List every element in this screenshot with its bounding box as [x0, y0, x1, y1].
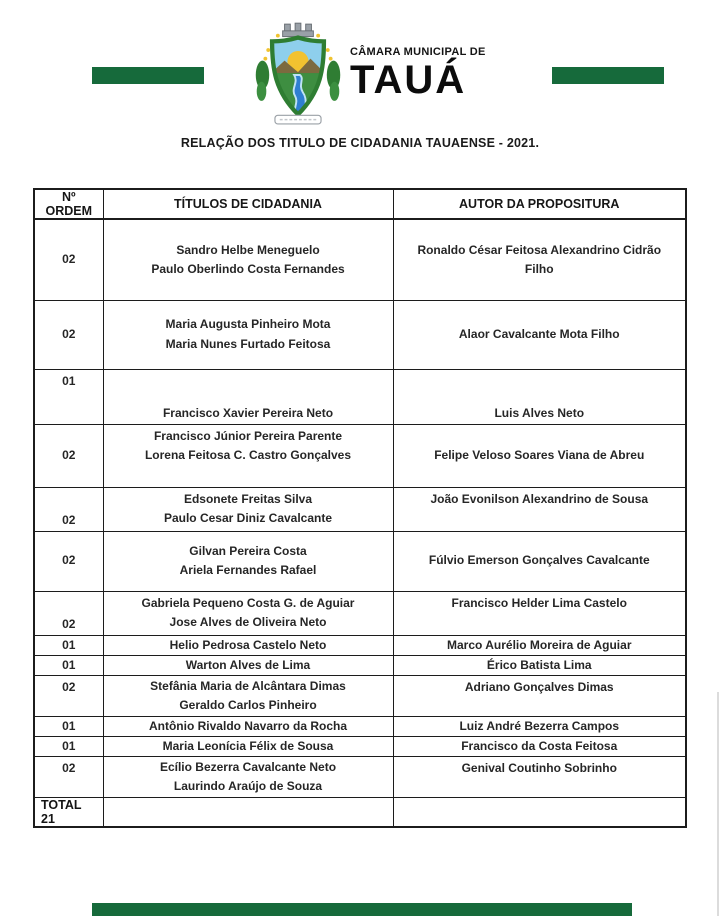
autor-cell — [393, 737, 686, 757]
titulo-name: Stefânia Maria de Alcântara Dimas — [150, 678, 346, 693]
table-body — [34, 219, 686, 827]
org-name-block — [350, 46, 486, 101]
titulo-name: Francisco Xavier Pereira Neto — [162, 406, 334, 421]
table-row — [34, 369, 686, 424]
autor-cell — [393, 757, 686, 798]
ordem-cell: 02 — [34, 591, 103, 635]
titulo-name: Maria Augusta Pinheiro Mota — [165, 317, 331, 332]
table-row — [34, 300, 686, 369]
ordem-cell: 01 — [34, 716, 103, 736]
org-name-small: CÂMARA MUNICIPAL DE — [350, 46, 486, 58]
titulos-cell — [103, 675, 393, 716]
titulos-cell — [103, 424, 393, 487]
autor-name: Érico Batista Lima — [486, 657, 592, 672]
ordem-cell: 01 — [34, 635, 103, 655]
titulos-cell — [103, 531, 393, 591]
titulo-name: Warton Alves de Lima — [185, 657, 311, 672]
autor-name: Ronaldo César Feitosa Alexandrino Cidrão — [417, 242, 662, 257]
autor-cell — [393, 219, 686, 300]
table-row — [34, 737, 686, 757]
titulo-name: Paulo Oberlindo Costa Fernandes — [151, 261, 345, 276]
table-row — [34, 675, 686, 716]
titulos-cell — [103, 369, 393, 424]
titulos-cell — [103, 757, 393, 798]
autor-name: Fúlvio Emerson Gonçalves Cavalcante — [428, 553, 650, 568]
titulo-name: Ariela Fernandes Rafael — [179, 563, 317, 577]
autor-cell — [393, 675, 686, 716]
table-row — [34, 591, 686, 635]
ordem-cell: 02 — [34, 219, 103, 300]
table-header — [34, 189, 686, 219]
ordem-cell: 02 — [34, 487, 103, 531]
autor-cell — [393, 591, 686, 635]
titulos-cell — [103, 487, 393, 531]
table-row — [34, 219, 686, 300]
header-left-green-bar — [92, 67, 204, 84]
titulo-name: Geraldo Carlos Pinheiro — [179, 697, 317, 712]
autor-cell — [393, 716, 686, 736]
autor-cell — [393, 424, 686, 487]
titulo-name: Paulo Cesar Diniz Cavalcante — [163, 510, 333, 525]
citizenship-titles-table — [33, 188, 687, 828]
titulo-name: Gabriela Pequeno Costa G. de Aguiar — [141, 595, 355, 610]
org-name-large: TAUÁ — [350, 58, 467, 102]
total-row — [34, 798, 686, 828]
autor-name: João Evonilson Alexandrino de Sousa — [430, 491, 649, 506]
ordem-cell: 02 — [34, 757, 103, 798]
titulo-name: Sandro Helbe Meneguelo — [176, 242, 320, 257]
autor-name: Marco Aurélio Moreira de Aguiar — [447, 637, 632, 652]
autor-name: Filho — [524, 261, 554, 276]
col-header-autor: AUTOR DA PROPOSITURA — [393, 189, 686, 219]
header-right-green-bar — [552, 67, 664, 84]
table-row — [34, 531, 686, 591]
table-row — [34, 716, 686, 736]
ordem-cell: 02 — [34, 675, 103, 716]
titulos-cell — [103, 716, 393, 736]
footer-green-bar — [92, 903, 632, 916]
document-title: RELAÇÃO DOS TITULO DE CIDADANIA TAUAENSE - 2021. — [180, 136, 540, 150]
titulos-cell — [103, 655, 393, 675]
titulos-cell — [103, 591, 393, 635]
autor-cell — [393, 369, 686, 424]
autor-name: Adriano Gonçalves Dimas — [464, 679, 614, 694]
ordem-cell: 02 — [34, 424, 103, 487]
titulo-name: Ecílio Bezerra Cavalcante Neto — [159, 760, 337, 775]
total-label: TOTAL 21 — [34, 798, 103, 828]
titulo-name: Antônio Rivaldo Navarro da Rocha — [148, 718, 348, 733]
col-header-titulos: TÍTULOS DE CIDADANIA — [103, 189, 393, 219]
autor-cell — [393, 531, 686, 591]
autor-name: Alaor Cavalcante Mota Filho — [458, 326, 620, 341]
autor-cell — [393, 635, 686, 655]
titulos-cell — [103, 219, 393, 300]
autor-name: Luiz André Bezerra Campos — [459, 718, 620, 733]
table-row — [34, 655, 686, 675]
titulo-name: Lorena Feitosa C. Castro Gonçalves — [144, 447, 352, 462]
titulos-cell — [103, 635, 393, 655]
titulo-name: Edsonete Freitas Silva — [183, 491, 313, 506]
titulos-cell — [103, 737, 393, 757]
titulo-name: Francisco Júnior Pereira Parente — [153, 428, 343, 443]
ribbon-icon — [275, 115, 321, 124]
page-edge-shadow — [717, 692, 719, 916]
titulo-name: Jose Alves de Oliveira Neto — [169, 614, 327, 629]
empty-cell — [103, 798, 393, 828]
titulo-name: Laurindo Araújo de Souza — [173, 779, 323, 794]
empty-cell — [393, 798, 686, 828]
ordem-cell: 02 — [34, 300, 103, 369]
titulo-name: Maria Leonícia Félix de Sousa — [162, 739, 334, 754]
table-row — [34, 424, 686, 487]
shield-scene — [269, 34, 327, 117]
table-row — [34, 635, 686, 655]
ordem-cell: 01 — [34, 369, 103, 424]
autor-name: Francisco da Costa Feitosa — [461, 739, 618, 754]
crown-icon — [283, 23, 314, 36]
autor-name: Genival Coutinho Sobrinho — [461, 761, 617, 776]
taua-coat-of-arms-icon — [250, 22, 346, 128]
autor-cell — [393, 487, 686, 531]
ordem-cell: 02 — [34, 531, 103, 591]
col-header-ordem: Nº ORDEM — [34, 189, 103, 219]
autor-cell — [393, 300, 686, 369]
autor-name: Felipe Veloso Soares Viana de Abreu — [434, 447, 645, 462]
autor-cell — [393, 655, 686, 675]
ordem-cell: 01 — [34, 655, 103, 675]
titulos-cell — [103, 300, 393, 369]
titulo-name: Gilvan Pereira Costa — [189, 543, 307, 558]
autor-name: Francisco Helder Lima Castelo — [451, 595, 627, 610]
titulo-name: Maria Nunes Furtado Feitosa — [165, 336, 331, 351]
titulo-name: Helio Pedrosa Castelo Neto — [169, 637, 327, 652]
ordem-cell: 01 — [34, 737, 103, 757]
table-row — [34, 487, 686, 531]
autor-name: Luis Alves Neto — [494, 406, 585, 421]
table-row — [34, 757, 686, 798]
